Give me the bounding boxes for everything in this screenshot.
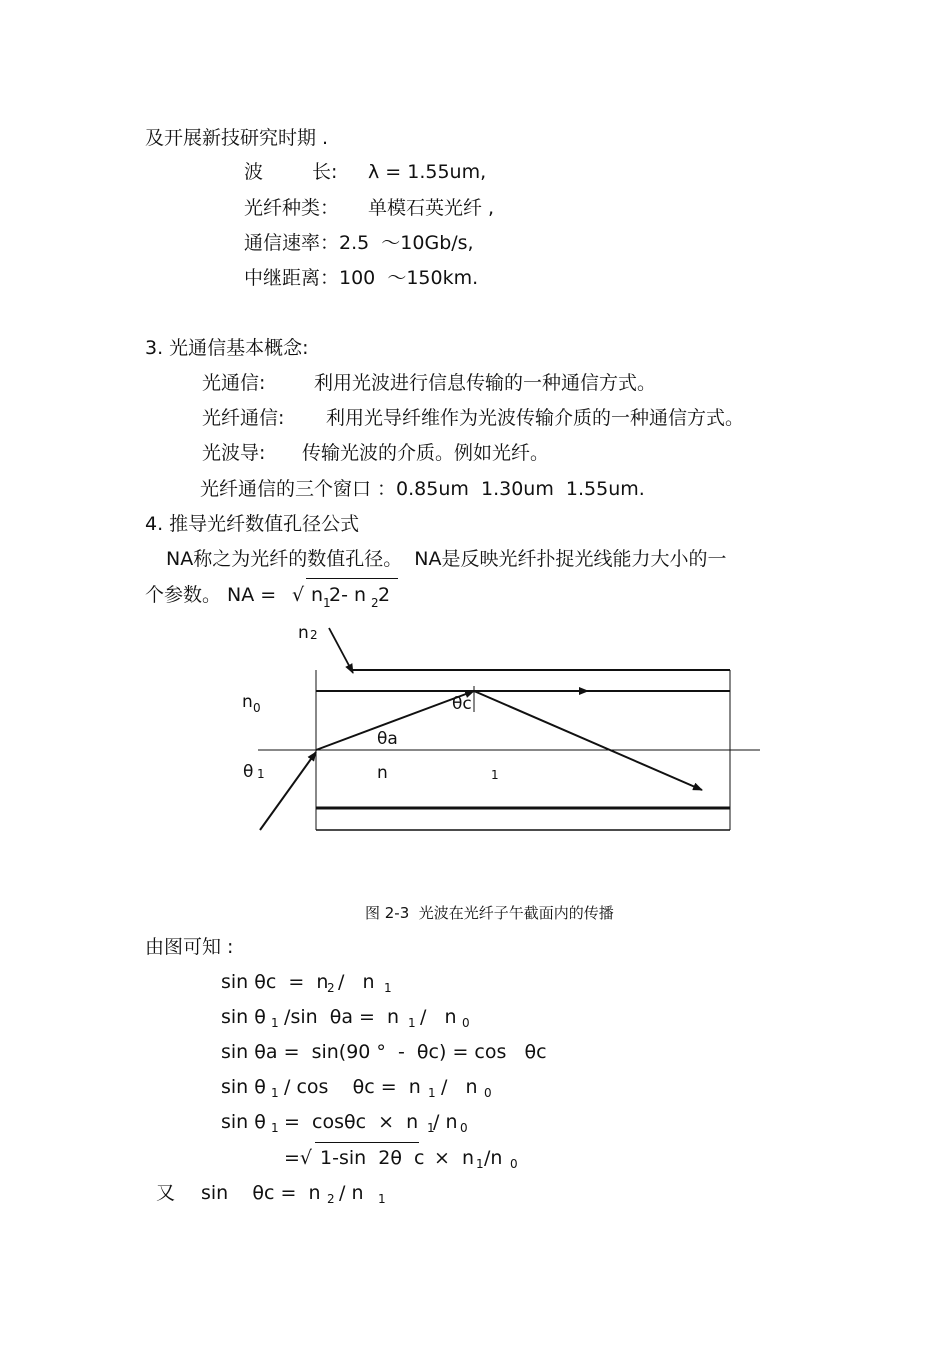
formula-part: 2	[378, 584, 391, 606]
label-theta-1: θ	[243, 762, 254, 782]
eq-sub: 1	[384, 981, 392, 995]
label-n1-sub: 1	[491, 768, 499, 782]
figure-caption: 图 2-3 光波在光纤子午截面内的传播	[365, 904, 614, 922]
formula-part: 2- n	[329, 584, 367, 606]
windows-line: 光纤通信的三个窗口 ：0.85um 1.30um 1.55um.	[200, 478, 645, 500]
value-wavelength: λ = 1.55um,	[368, 161, 487, 183]
eq-sub: 1	[408, 1016, 416, 1030]
equation-5c: / n	[433, 1111, 458, 1133]
equation-2b: /sin θa = n	[278, 1006, 400, 1028]
equation-6: =√	[284, 1147, 313, 1169]
eq-sub: 1	[271, 1016, 279, 1030]
equation-2c: / n	[414, 1006, 457, 1028]
label-n2: n	[298, 623, 309, 643]
section-heading: 3. 光通信基本概念:	[145, 337, 309, 359]
equation-6c: × n	[434, 1147, 475, 1169]
equation-6b: 1-sin 2θ c	[320, 1147, 425, 1169]
eq-sub: 2	[327, 981, 335, 995]
equation-3: sin θa = sin(90 ° - θc) = cos θc	[221, 1041, 547, 1063]
eq-sub: 2	[327, 1192, 335, 1206]
definition: 利用光波进行信息传输的一种通信方式。	[314, 372, 657, 394]
label-wavelength-2: 长:	[312, 161, 338, 183]
label-theta-c: θc	[452, 694, 472, 714]
definition: 传输光波的介质。例如光纤。	[302, 442, 550, 464]
eq-sub: 1	[427, 1121, 435, 1135]
eq-sub: 0	[484, 1086, 492, 1100]
label-theta-a: θa	[377, 729, 398, 749]
formula-part: n	[311, 584, 324, 606]
eq-sub: 1	[476, 1157, 484, 1171]
term: 光纤通信:	[202, 407, 285, 429]
label-n1: n	[377, 763, 388, 783]
paragraph-line: 个参数。 NA =	[145, 584, 277, 606]
label-theta-1-sub: 1	[257, 767, 265, 781]
distance-line: 中继距离：100 ～150km.	[244, 267, 479, 289]
equation-1: sin θc = n	[221, 971, 329, 993]
label-n0-sub: 0	[253, 701, 261, 715]
equation-2: sin θ	[221, 1006, 266, 1028]
eq-sub: 1	[428, 1086, 436, 1100]
value-fiber-type: 单模石英光纤 ,	[368, 197, 495, 219]
eq-sub: 0	[460, 1121, 468, 1135]
equation-7: sin θc = n	[201, 1182, 321, 1204]
equation-5b: = cosθc × n	[278, 1111, 419, 1133]
section-heading: 4. 推导光纤数值孔径公式	[145, 513, 360, 535]
equation-4c: / n	[435, 1076, 478, 1098]
label-wavelength: 波	[244, 161, 264, 183]
equation-4b: / cos θc = n	[278, 1076, 421, 1098]
label-n2-sub: 2	[310, 628, 318, 642]
sqrt-sign: √	[292, 584, 305, 606]
label-n0: n	[242, 692, 253, 712]
label-fiber-type: 光纤种类：	[244, 197, 340, 219]
eq-sub: 0	[510, 1157, 518, 1171]
text-line: 及开展新技研究时期 .	[145, 127, 329, 149]
eq-sub: 1	[378, 1192, 386, 1206]
definition: 利用光导纤维作为光波传输介质的一种通信方式。	[326, 407, 745, 429]
eq-sub: 0	[462, 1016, 470, 1030]
paragraph-line: NA称之为光纤的数值孔径。 NA是反映光纤扑捉光线能力大小的一	[166, 548, 727, 570]
equation-7b: / n	[333, 1182, 364, 1204]
equation-4: sin θ	[221, 1076, 266, 1098]
derivation-intro: 由图可知 :	[145, 936, 234, 958]
formula-subscript: 2	[371, 596, 379, 610]
term: 光波导:	[202, 442, 266, 464]
equation-5: sin θ	[221, 1111, 266, 1133]
sqrt-bar	[315, 1142, 419, 1143]
formula-subscript: 1	[323, 596, 331, 610]
equation-1b: / n	[332, 971, 375, 993]
equation-7-prefix: 又	[156, 1182, 176, 1204]
equation-6d: /n	[484, 1147, 503, 1169]
eq-sub: 1	[271, 1086, 279, 1100]
rate-line: 通信速率：2.5 ～10Gb/s,	[244, 232, 474, 254]
eq-sub: 1	[271, 1121, 279, 1135]
term: 光通信:	[202, 372, 266, 394]
